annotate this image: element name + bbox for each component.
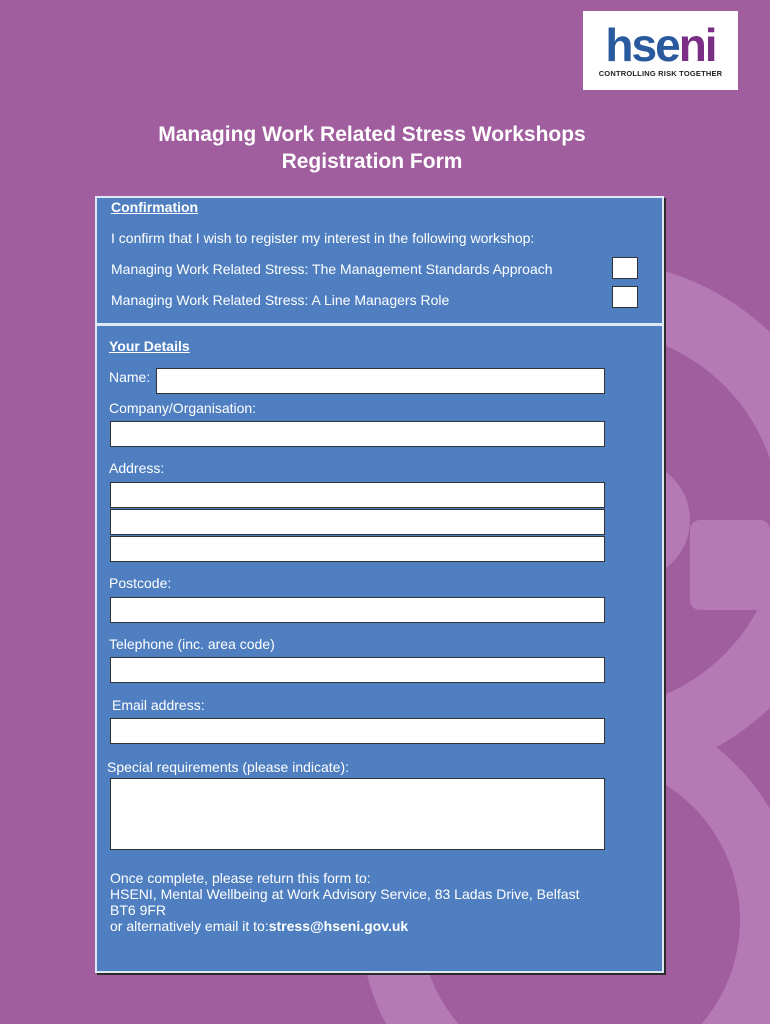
- address-line-2-field[interactable]: [110, 509, 605, 535]
- return-address-line: HSENI, Mental Wellbeing at Work Advisory Service, 83 Ladas Drive, Belfast: [110, 886, 580, 902]
- logo-word-main: hse: [605, 19, 679, 71]
- name-field[interactable]: [156, 368, 605, 394]
- address-line-1-field[interactable]: [110, 482, 605, 508]
- return-email-prefix: or alternatively email it to:: [110, 918, 269, 934]
- name-label: Name:: [109, 369, 151, 385]
- email-label: Email address:: [112, 697, 205, 713]
- hseni-logo: [583, 11, 738, 90]
- title-line-1: Managing Work Related Stress Workshops: [158, 123, 586, 146]
- email-field[interactable]: [110, 718, 605, 744]
- details-heading: Your Details: [109, 338, 190, 354]
- workshop-option-label: Managing Work Related Stress: A Line Managers Role: [111, 292, 450, 308]
- company-label: Company/Organisation:: [109, 400, 257, 416]
- background-gear-tooth: [690, 520, 770, 610]
- return-instructions: [110, 870, 650, 934]
- return-line: Once complete, please return this form to:: [110, 870, 371, 886]
- workshop-option-label: Managing Work Related Stress: The Management Standards Approach: [111, 261, 553, 277]
- company-field[interactable]: [110, 421, 605, 447]
- logo-wordmark: [605, 19, 716, 71]
- logo-word-accent: ni: [678, 19, 716, 71]
- address-label: Address:: [109, 460, 165, 476]
- address-line-3-field[interactable]: [110, 536, 605, 562]
- telephone-field[interactable]: [110, 657, 605, 683]
- confirmation-intro: I confirm that I wish to register my interest in the following workshop:: [111, 230, 535, 246]
- return-email-line: [110, 918, 650, 934]
- workshop-option-checkbox[interactable]: [612, 286, 638, 308]
- title-line-2: Registration Form: [281, 150, 463, 173]
- logo-tagline: CONTROLLING RISK TOGETHER: [598, 69, 723, 78]
- special-requirements-field[interactable]: [110, 778, 605, 850]
- telephone-label: Telephone (inc. area code): [109, 636, 275, 652]
- postcode-field[interactable]: [110, 597, 605, 623]
- special-requirements-label: Special requirements (please indicate):: [107, 759, 350, 775]
- postcode-label: Postcode:: [109, 575, 172, 591]
- return-email-address[interactable]: stress@hseni.gov.uk: [268, 918, 409, 934]
- return-postcode-line: BT6 9FR: [110, 902, 167, 918]
- workshop-option-checkbox[interactable]: [612, 257, 638, 279]
- page-title: [0, 121, 744, 175]
- confirmation-heading: Confirmation: [111, 199, 199, 215]
